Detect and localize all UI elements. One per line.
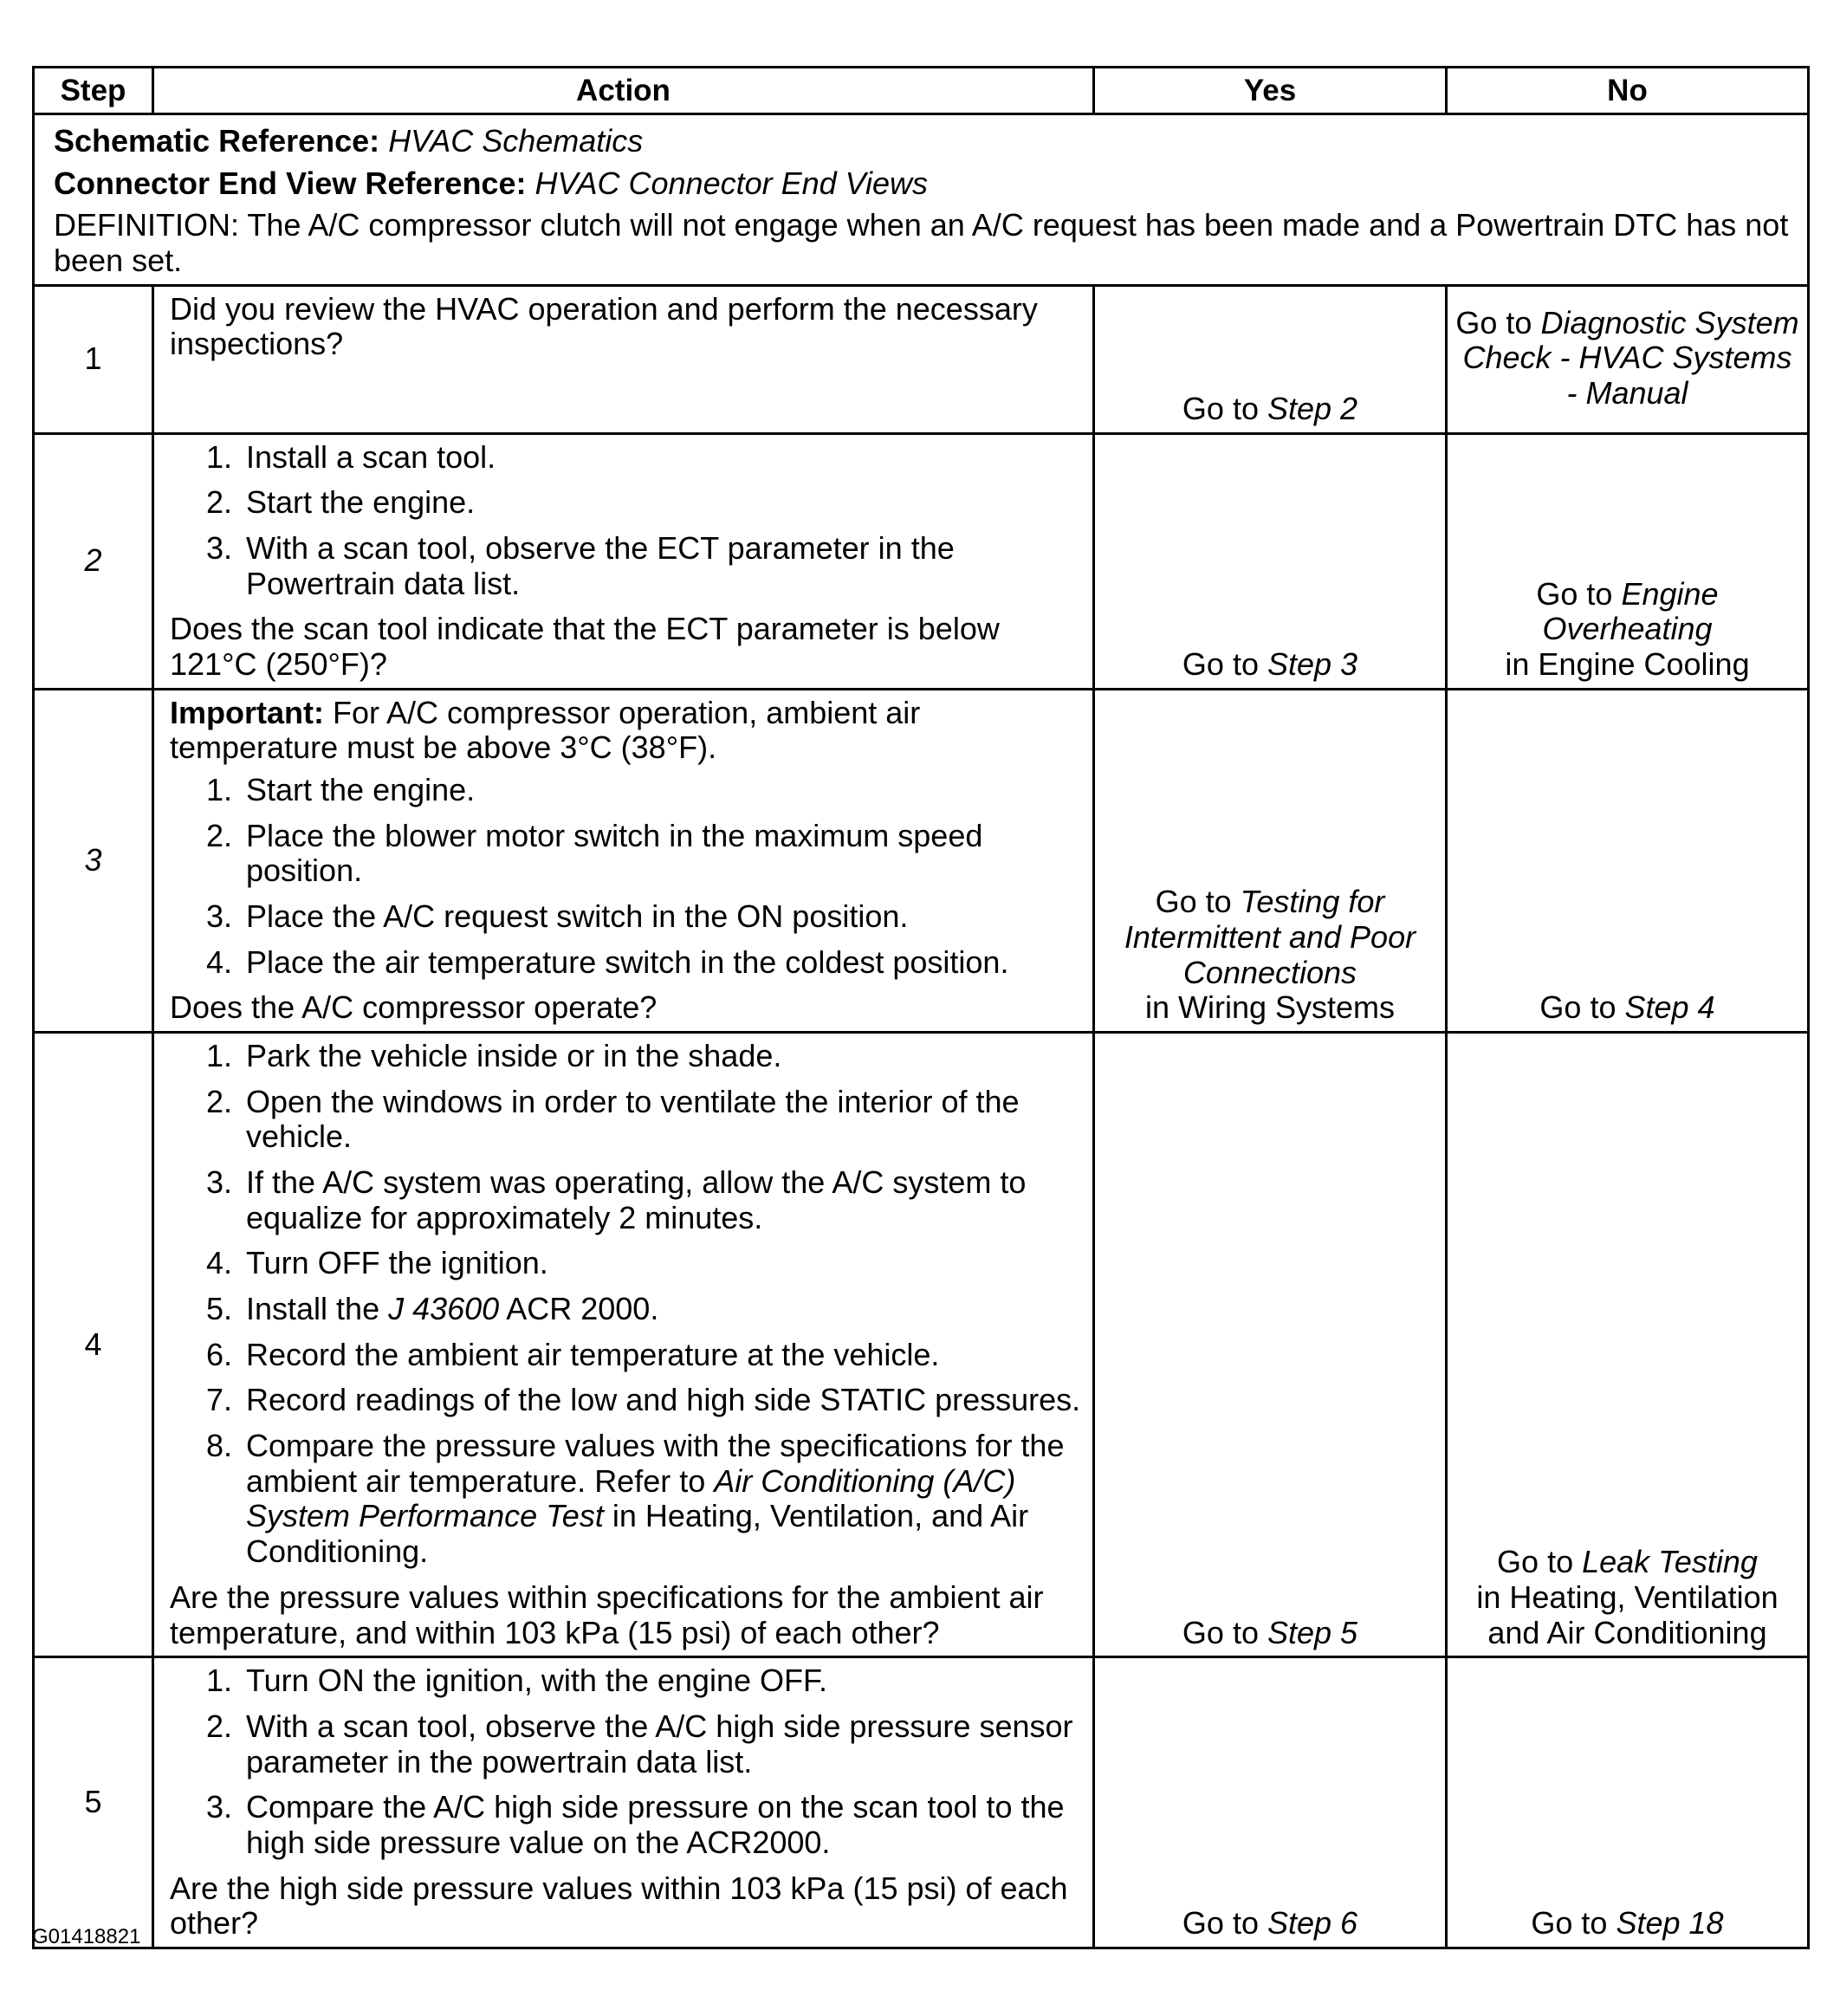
step-row-4: [34, 1033, 1809, 1657]
schematic-reference: [54, 124, 1798, 159]
header-no: No: [1447, 68, 1809, 114]
step-number: 4: [34, 1033, 153, 1657]
action-question: Are the pressure values within specifications for the ambient air temperature, and within 103 kPa (15 psi) of each other?: [170, 1578, 1044, 1650]
procedure-item: 7. Record readings of the low and high side STATIC pressures.: [241, 1383, 1082, 1418]
procedure-item: 1. Install a scan tool.: [241, 440, 1082, 476]
no-link[interactable]: Step 18: [1616, 1905, 1724, 1941]
no-link[interactable]: Leak Testing: [1582, 1544, 1758, 1580]
yes-link[interactable]: Step 2: [1267, 391, 1358, 427]
diagnostic-table: [32, 66, 1810, 1949]
step-number: 5: [34, 1657, 153, 1948]
header-row: [34, 68, 1809, 114]
tool-reference[interactable]: J 43600: [388, 1291, 500, 1327]
connector-reference-label: Connector End View Reference:: [54, 165, 527, 201]
schematic-reference-link[interactable]: HVAC Schematics: [388, 123, 644, 159]
procedure-list: [170, 440, 1082, 602]
header-yes: Yes: [1094, 68, 1447, 114]
no-suffix: in Engine Cooling: [1505, 646, 1750, 683]
action-cell: [153, 433, 1094, 689]
figure-id: G01418821: [32, 1925, 141, 1948]
yes-link[interactable]: Testing for Intermittent and Poor Connections: [1124, 884, 1416, 990]
no-prefix: Go to: [1455, 304, 1541, 340]
no-cell: [1447, 1033, 1809, 1657]
procedure-list: [170, 1663, 1082, 1860]
yes-cell: [1094, 689, 1447, 1032]
procedure-item: 4. Turn OFF the ignition.: [241, 1246, 1082, 1281]
yes-prefix: Go to: [1182, 391, 1267, 427]
performance-test-link[interactable]: Air Conditioning (A/C) System Performance Test: [246, 1462, 1016, 1534]
yes-cell: [1094, 1033, 1447, 1657]
yes-suffix: in Wiring Systems: [1144, 989, 1396, 1026]
procedure-list: [170, 773, 1082, 980]
action-cell: [153, 1033, 1094, 1657]
no-link[interactable]: Diagnostic System Check - HVAC Systems - Manual: [1462, 304, 1799, 412]
action-cell: [153, 1657, 1094, 1948]
connector-reference-link[interactable]: HVAC Connector End Views: [535, 165, 929, 201]
step-row-3: [34, 689, 1809, 1032]
yes-cell: [1094, 285, 1447, 433]
yes-link[interactable]: Step 3: [1267, 646, 1358, 683]
procedure-item: 1. Turn ON the ignition, with the engine OFF.: [241, 1663, 1082, 1699]
yes-link[interactable]: Step 5: [1267, 1614, 1358, 1650]
procedure-item: 1. Park the vehicle inside or in the shade.: [241, 1039, 1082, 1074]
procedure-item: 3. With a scan tool, observe the ECT parameter in the Powertrain data list.: [241, 531, 1082, 601]
procedure-item: 3. Compare the A/C high side pressure on the scan tool to the high side pressure value on the ACR2000.: [241, 1790, 1082, 1860]
no-prefix: Go to: [1536, 575, 1622, 612]
yes-prefix: Go to: [1182, 646, 1267, 683]
procedure-item: 2. With a scan tool, observe the A/C high side pressure sensor parameter in the powertrain data list.: [241, 1709, 1082, 1779]
no-cell: [1447, 689, 1809, 1032]
step-row-1: [34, 285, 1809, 433]
step-number: 3: [34, 689, 153, 1032]
procedure-item: 3. If the A/C system was operating, allow the A/C system to equalize for approximately 2 minutes.: [241, 1165, 1082, 1235]
header-action: Action: [153, 68, 1094, 114]
reference-row: [34, 114, 1809, 286]
yes-prefix: Go to: [1182, 1614, 1267, 1650]
action-cell: [153, 689, 1094, 1032]
yes-prefix: Go to: [1155, 884, 1241, 920]
action-cell: [153, 285, 1094, 433]
yes-cell: [1094, 1657, 1447, 1948]
action-question: Does the scan tool indicate that the ECT parameter is below 121°C (250°F)?: [170, 611, 1000, 683]
procedure-item: 2. Open the windows in order to ventilate the interior of the vehicle.: [241, 1085, 1082, 1155]
reference-cell: [34, 114, 1809, 286]
connector-reference: [54, 166, 1798, 202]
procedure-list: [170, 1039, 1082, 1570]
no-link[interactable]: Engine Overheating: [1542, 575, 1719, 647]
procedure-item: 2. Place the blower motor switch in the maximum speed position.: [241, 819, 1082, 889]
no-prefix: Go to: [1539, 989, 1625, 1026]
yes-cell: [1094, 433, 1447, 689]
important-text: For A/C compressor operation, ambient air temperature must be above 3°C (38°F).: [170, 694, 921, 766]
no-cell: [1447, 433, 1809, 689]
no-suffix: in Heating, Ventilation and Air Conditioning: [1476, 1578, 1778, 1650]
procedure-item: 2. Start the engine.: [241, 485, 1082, 521]
step-row-5: [34, 1657, 1809, 1948]
procedure-item: 3. Place the A/C request switch in the ON position.: [241, 899, 1082, 935]
procedure-item: 1. Start the engine.: [241, 773, 1082, 808]
no-cell: [1447, 285, 1809, 433]
yes-prefix: Go to: [1182, 1905, 1267, 1941]
procedure-item: 8. Compare the pressure values with the specifications for the ambient air temperature. Refer to Air Conditioning (A/C) System Performance Test in Heating, Ventilation, and Air Conditioning.: [241, 1429, 1082, 1570]
procedure-item: 4. Place the air temperature switch in the coldest position.: [241, 945, 1082, 981]
step-number: 2: [34, 433, 153, 689]
action-question: Did you review the HVAC operation and perform the necessary inspections?: [170, 290, 1038, 362]
action-question: Does the A/C compressor operate?: [170, 989, 658, 1026]
no-prefix: Go to: [1531, 1905, 1616, 1941]
no-cell: [1447, 1657, 1809, 1948]
procedure-item: 6. Record the ambient air temperature at the vehicle.: [241, 1338, 1082, 1373]
definition-text: DEFINITION: The A/C compressor clutch will not engage when an A/C request has been made and a Powertrain DTC has not been set.: [54, 207, 1789, 279]
action-question: Are the high side pressure values within 103 kPa (15 psi) of each other?: [170, 1870, 1068, 1941]
no-prefix: Go to: [1497, 1544, 1583, 1580]
yes-link[interactable]: Step 6: [1267, 1905, 1358, 1941]
step-number: 1: [34, 285, 153, 433]
schematic-reference-label: Schematic Reference:: [54, 123, 380, 159]
procedure-item: 5. Install the J 43600 ACR 2000.: [241, 1292, 1082, 1327]
no-link[interactable]: Step 4: [1624, 989, 1715, 1026]
important-note: [170, 696, 1082, 766]
header-step: Step: [34, 68, 153, 114]
important-label: Important:: [170, 694, 324, 730]
step-row-2: [34, 433, 1809, 689]
